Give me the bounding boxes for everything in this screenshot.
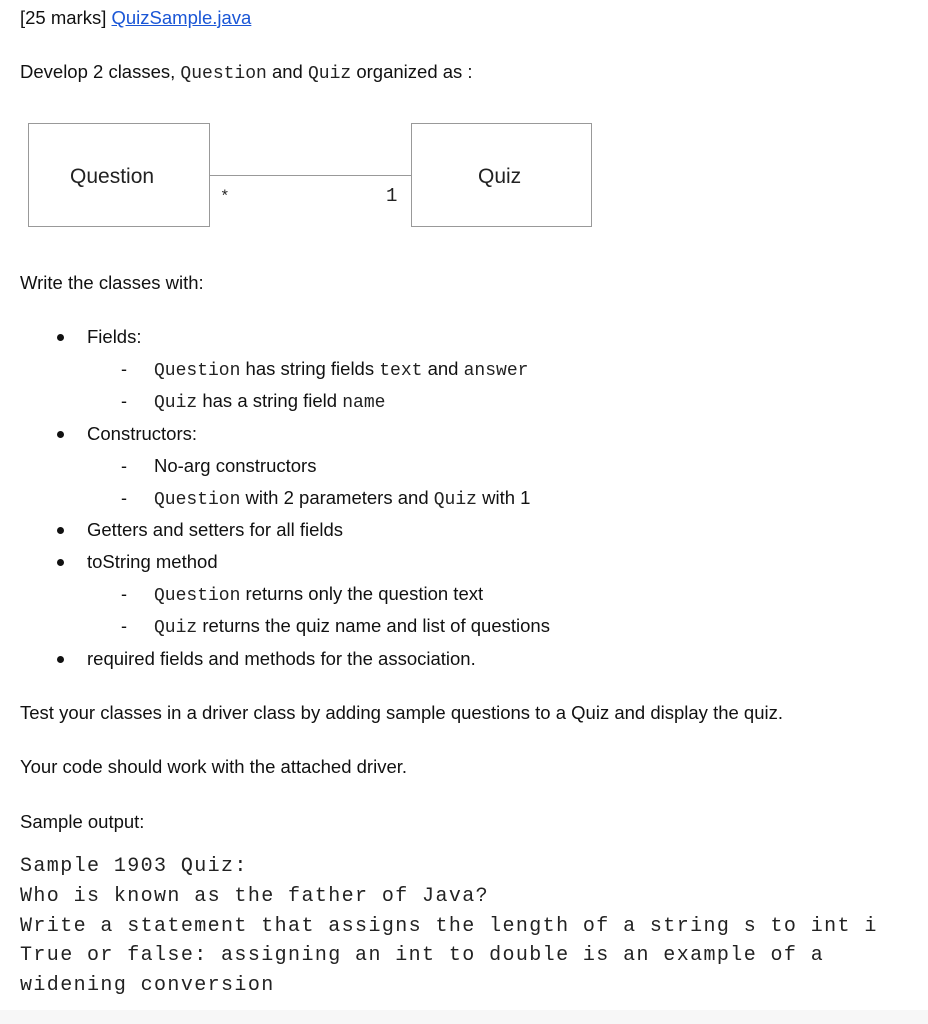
right-multiplicity: 1 xyxy=(386,185,398,207)
required-item: required fields and methods for the association. xyxy=(87,648,476,669)
sample-output-label: Sample output: xyxy=(20,811,145,832)
bullet xyxy=(57,431,64,438)
text: with 1 xyxy=(476,487,531,508)
output-line: widening conversion xyxy=(20,974,275,997)
intro-text xyxy=(20,61,473,85)
code-quiz: Quiz xyxy=(308,64,352,84)
dash: - xyxy=(121,488,127,508)
intro-b: and xyxy=(266,61,308,82)
tostring-label: toString method xyxy=(87,551,218,572)
code: Question xyxy=(154,361,241,381)
code: answer xyxy=(463,361,529,381)
code: Quiz xyxy=(433,490,477,510)
constructors-item-1: No-arg constructors xyxy=(154,455,317,476)
page-bottom-strip xyxy=(0,1010,928,1024)
text: and xyxy=(422,358,464,379)
association-line xyxy=(209,175,412,176)
code: text xyxy=(379,361,423,381)
dash: - xyxy=(121,456,127,476)
constructors-label: Constructors: xyxy=(87,423,198,444)
code: Quiz xyxy=(154,393,198,413)
code: name xyxy=(342,393,386,413)
dash: - xyxy=(121,359,127,379)
output-line: Who is known as the father of Java? xyxy=(20,885,490,908)
code: Question xyxy=(154,490,241,510)
marks-label: [25 marks] xyxy=(20,7,107,28)
intro-c: organized as : xyxy=(351,61,473,82)
getters-item: Getters and setters for all fields xyxy=(87,519,344,540)
fields-label: Fields: xyxy=(87,326,142,347)
text: returns only the question text xyxy=(240,583,484,604)
bullet xyxy=(57,559,64,566)
output-line: True or false: assigning an int to double is an example of a xyxy=(20,944,825,967)
write-heading: Write the classes with: xyxy=(20,272,204,293)
constructors-item-2 xyxy=(154,487,530,511)
question-header xyxy=(20,7,251,29)
text: has string fields xyxy=(240,358,380,379)
driver-note: Your code should work with the attached driver. xyxy=(20,756,408,777)
left-multiplicity: * xyxy=(220,188,230,206)
dash: - xyxy=(121,616,127,636)
quiz-sample-link[interactable]: QuizSample.java xyxy=(111,7,252,28)
test-instructions: Test your classes in a driver class by adding sample questions to a Quiz and display the quiz. xyxy=(20,702,784,723)
question-class-label: Question xyxy=(70,165,155,188)
dash: - xyxy=(121,391,127,411)
fields-item-1 xyxy=(154,358,528,382)
bullet xyxy=(57,656,64,663)
code: Quiz xyxy=(154,618,198,638)
output-line: Sample 1903 Quiz: xyxy=(20,855,248,878)
tostring-item-2 xyxy=(154,615,550,639)
fields-item-2 xyxy=(154,390,385,414)
text: returns the quiz name and list of questions xyxy=(197,615,550,636)
tostring-item-1 xyxy=(154,583,483,607)
intro-a: Develop 2 classes, xyxy=(20,61,181,82)
text: with 2 parameters and xyxy=(240,487,434,508)
quiz-class-label: Quiz xyxy=(478,165,522,188)
text: has a string field xyxy=(197,390,343,411)
output-line: Write a statement that assigns the length of a string s to int i xyxy=(20,915,878,938)
dash: - xyxy=(121,584,127,604)
code: Question xyxy=(154,586,241,606)
code-question: Question xyxy=(180,64,267,84)
bullet xyxy=(57,334,64,341)
bullet xyxy=(57,527,64,534)
